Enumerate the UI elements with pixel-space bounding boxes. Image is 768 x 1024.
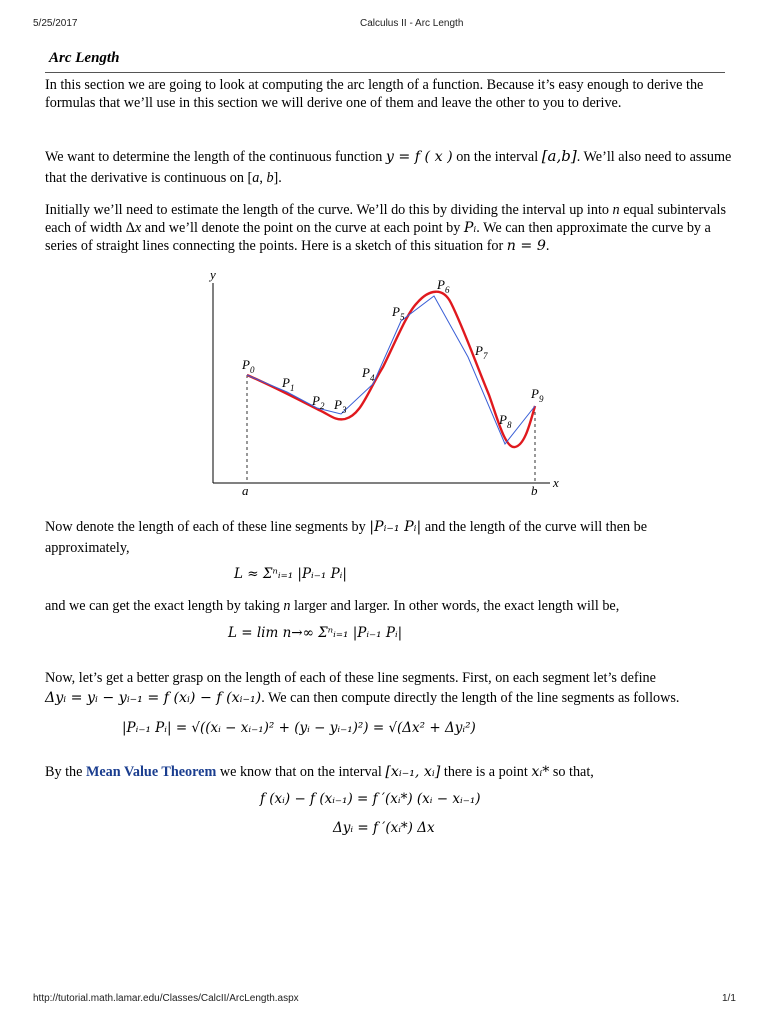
var-x: x	[134, 220, 142, 236]
var-n: n	[612, 202, 620, 218]
text: on the interval	[452, 149, 542, 165]
text: By the	[45, 764, 86, 780]
label-p7: $P_7$	[475, 343, 488, 361]
text: We want to determine the length of the continuous function	[45, 149, 386, 165]
a-label: a	[242, 483, 249, 498]
print-date: 5/25/2017	[33, 18, 78, 29]
segment-expr: |Pᵢ₋₁ Pᵢ|	[369, 519, 422, 535]
segment-paragraph	[45, 517, 735, 559]
text: .	[545, 238, 550, 254]
interval-expr: [xᵢ₋₁, xᵢ]	[385, 764, 441, 780]
text: Now, let’s get a better grasp on the length of each of these line segments. First, on each segment let’s define	[45, 670, 656, 686]
text: ,	[259, 170, 267, 186]
text: . We’ll also need to assume that the derivative is continuous on [	[45, 149, 732, 186]
text: and the length of the curve will then be approximately,	[45, 519, 648, 556]
label-p6: $P_6$	[437, 277, 450, 295]
mvt-paragraph	[45, 763, 735, 781]
exact-paragraph	[45, 597, 735, 615]
mean-value-theorem-link[interactable]: Mean Value Theorem	[85, 764, 217, 780]
point-expr: xᵢ*	[531, 764, 550, 780]
label-p8: $P_8$	[499, 412, 512, 430]
text: so that,	[549, 764, 594, 780]
page-url: http://tutorial.math.lamar.edu/Classes/CalcII/ArcLength.aspx	[33, 993, 299, 1004]
point-pi: Pᵢ	[463, 220, 477, 236]
var-n: n	[283, 598, 291, 614]
text: ].	[273, 170, 282, 186]
label-p1: $P_1$	[282, 375, 295, 393]
text: we know that on the interval	[216, 764, 386, 780]
text: and we’ll denote the point on the curve at each point by	[141, 220, 464, 236]
point-labels	[241, 277, 544, 430]
approx-length-equation: L ≈ Σⁿᵢ₌₁ |Pᵢ₋₁ Pᵢ|	[234, 566, 347, 582]
estimate-paragraph	[45, 201, 735, 255]
function-curve	[247, 292, 535, 447]
arc-length-sketch	[195, 265, 575, 500]
secant-segments	[247, 296, 535, 444]
text: larger and larger. In other words, the exact length will be,	[290, 598, 620, 614]
label-p9: $P_9$	[531, 386, 544, 404]
var-a: a	[252, 170, 260, 186]
exact-length-equation: L = lim n→∞ Σⁿᵢ₌₁ |Pᵢ₋₁ Pᵢ|	[228, 625, 403, 641]
text: Now denote the length of each of these line segments by	[45, 519, 370, 535]
b-label: b	[531, 483, 538, 498]
text: there is a point	[440, 764, 532, 780]
mvt-equation: f (xᵢ) − f (xᵢ₋₁) = f ′(xᵢ*) (xᵢ − xᵢ₋₁)	[260, 791, 481, 807]
y-axis-label: y	[210, 267, 216, 282]
n-equals-9: n = 9	[506, 238, 546, 254]
text: . We can then approximate the curve by a series of straight lines connecting the points. Here is a sketch of this situation for	[45, 220, 711, 254]
x-axis-label: x	[553, 475, 559, 490]
label-p3: $P_3$	[334, 397, 347, 415]
var-b: b	[266, 170, 274, 186]
title-divider	[45, 72, 725, 73]
text: . We can then compute directly the length of the line segments as follows.	[261, 690, 680, 706]
delta-y-definition: Δyᵢ = yᵢ − yᵢ₋₁ = f (xᵢ) − f (xᵢ₋₁)	[45, 690, 262, 706]
intro-paragraph: In this section we are going to look at computing the arc length of a function. Because it’s easy enough to derive the formulas that we’ll use in this section we will derive one of them and leave the other to you to derive.	[45, 77, 704, 111]
function-expr: y = f ( x )	[385, 149, 453, 165]
segment-length-equation: |Pᵢ₋₁ Pᵢ| = √((xᵢ − xᵢ₋₁)² + (yᵢ − yᵢ₋₁)²) = √(Δx² + Δyᵢ²)	[122, 720, 476, 736]
delta-y-equation: Δyᵢ = f ′(xᵢ*) Δx	[333, 820, 435, 836]
interval-expr: [a,b]	[541, 147, 577, 165]
text: Initially we’ll need to estimate the length of the curve. We’ll do this by dividing the interval up into	[45, 202, 613, 218]
label-p4: $P_4$	[362, 365, 375, 383]
page-number: 1/1	[722, 993, 736, 1004]
label-p5: $P_5$	[392, 304, 405, 322]
section-title: Arc Length	[49, 50, 120, 66]
grasp-paragraph	[45, 668, 735, 708]
print-title: Calculus II - Arc Length	[360, 18, 464, 29]
label-p0: $P_0$	[242, 357, 255, 375]
text: and we can get the exact length by taking	[45, 598, 284, 614]
assumption-paragraph	[45, 146, 735, 189]
label-p2: $P_2$	[312, 393, 325, 411]
text: equal subintervals each of width Δ	[45, 202, 727, 236]
